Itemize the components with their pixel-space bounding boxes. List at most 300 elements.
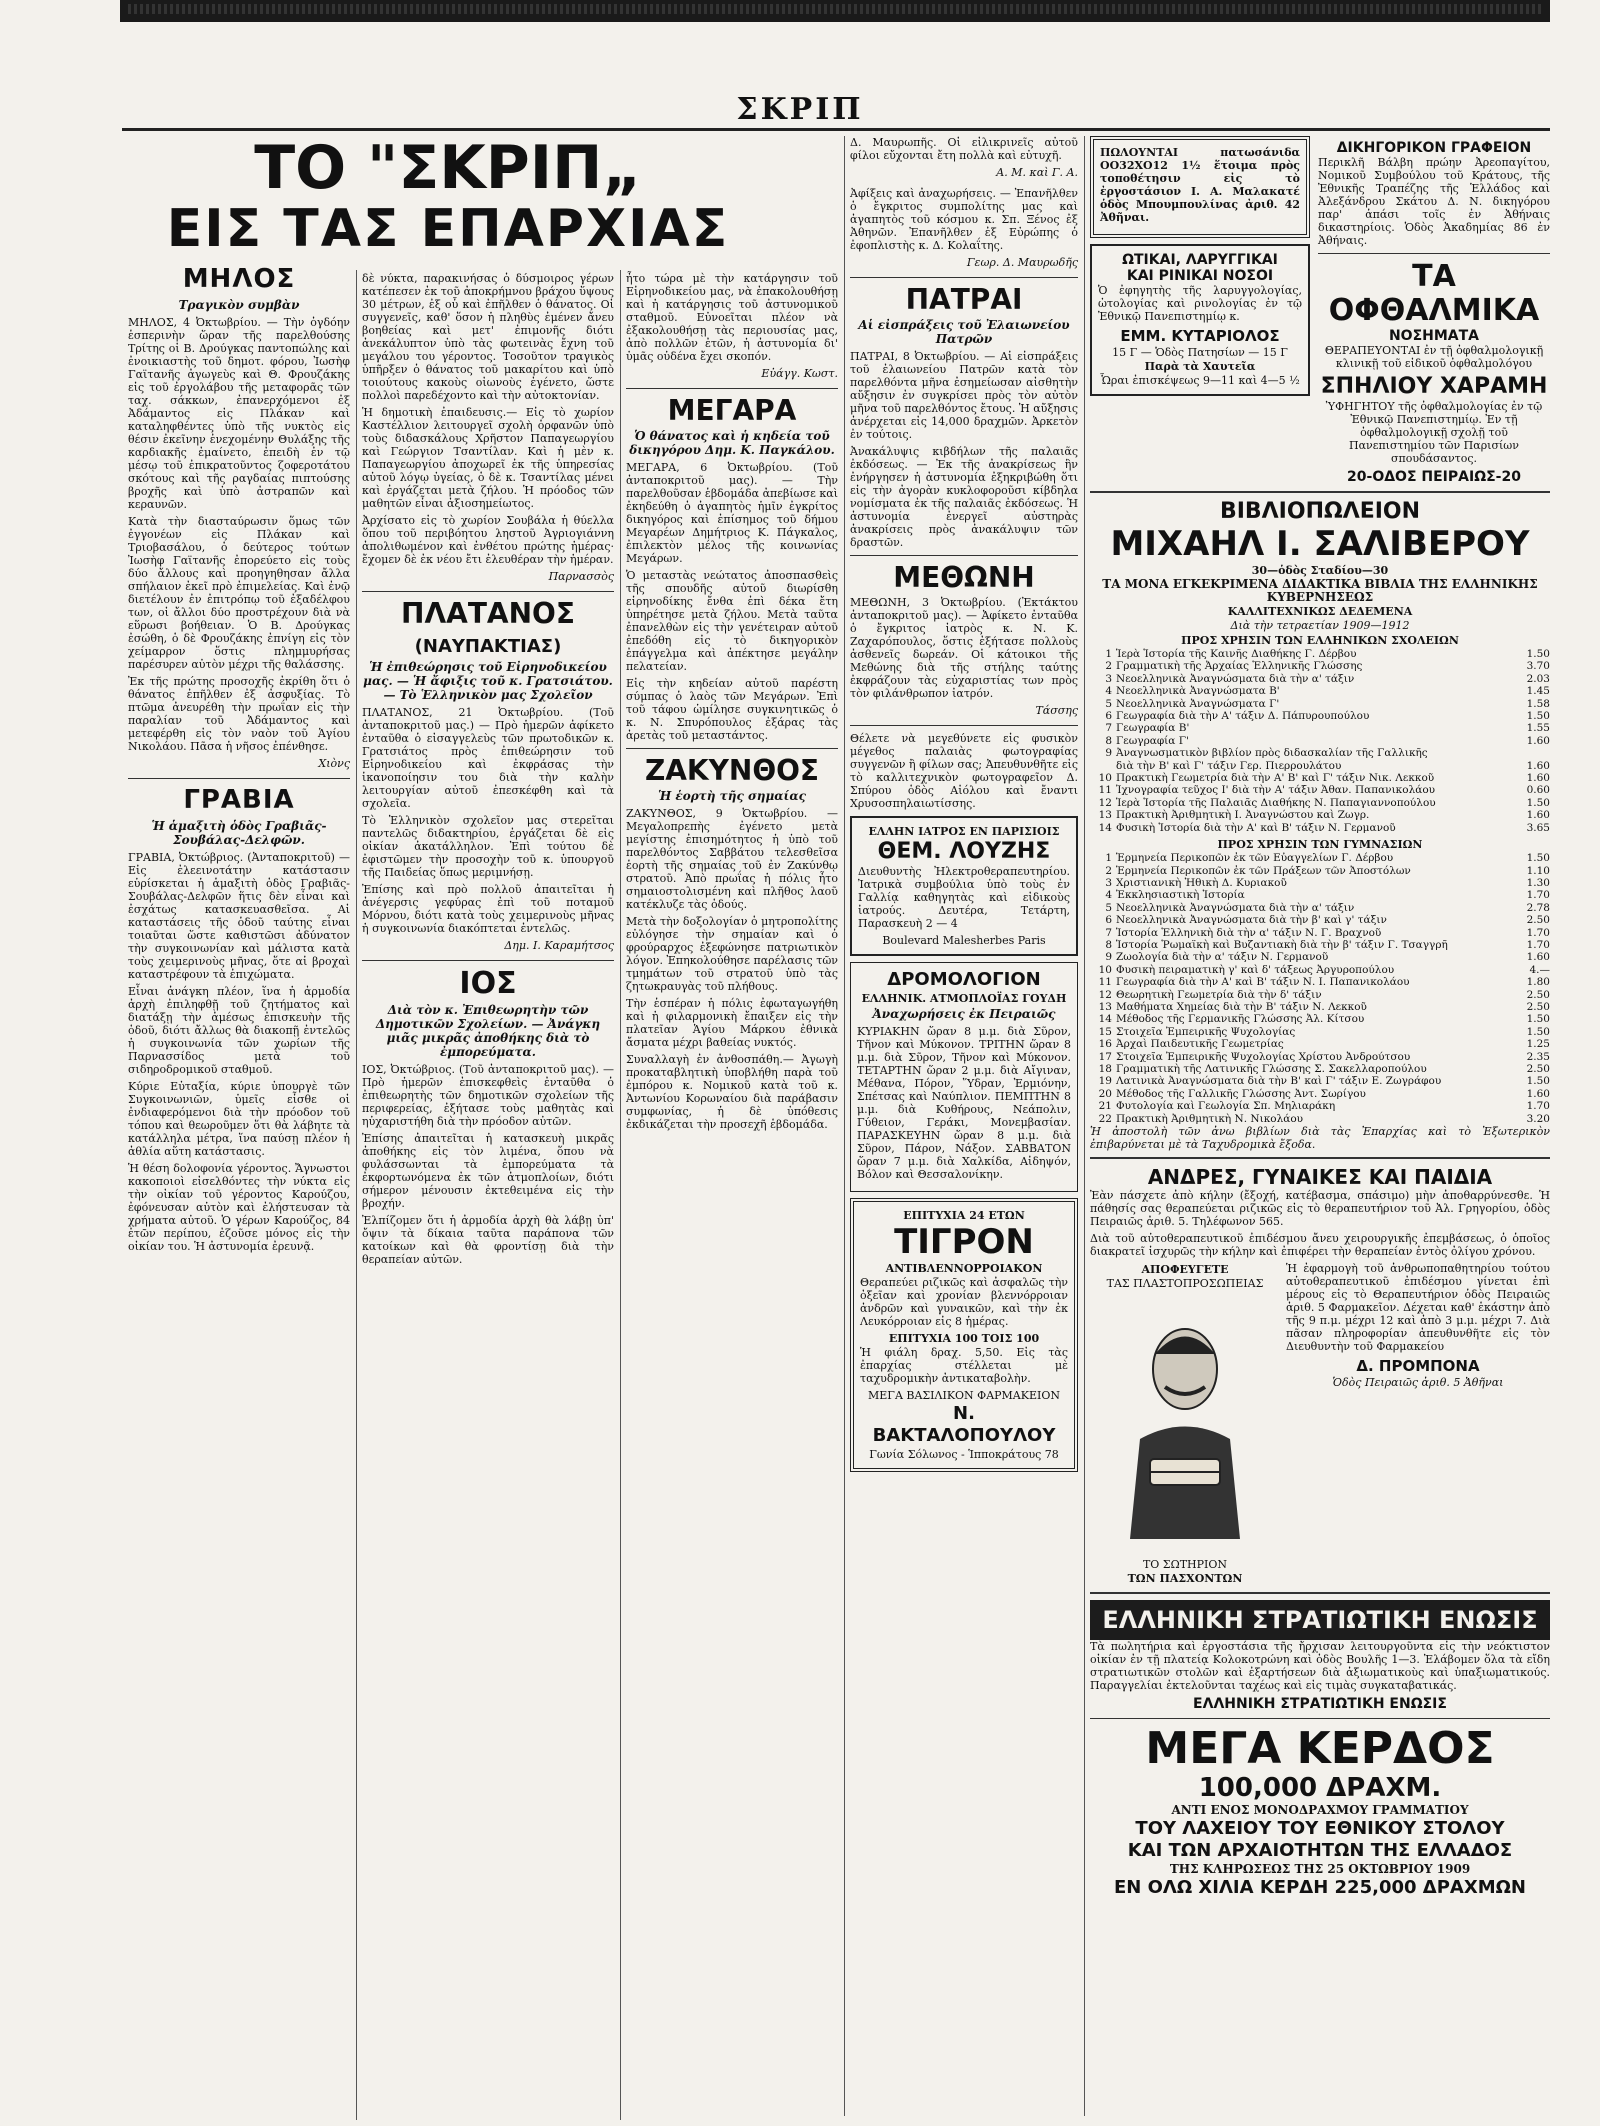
- book-list-item: [1090, 698, 1550, 710]
- divider: [626, 748, 838, 749]
- law-office-body: Περικλῆ Βάλβη πρώην Ἀρεοπαγίτου, Νομικοῦ Συμβούλου τοῦ Κράτους, τῆς Ἐθνικῆς Τραπέζης τῆς Ἑλλάδος καὶ Ἀλεξάνδρου Σκάτου Δ. Ν. δικηγόρου παρ' ἁπάσι τοῖς ἐν Ἀθήναις δικαστηρίοις. Ὁδὸς Ἀκαδημίας 86 ἐν Ἀθήναις.: [1318, 156, 1550, 247]
- louzis-ad-heading: ΕΛΛΗΝ ΙΑΤΡΟΣ ΕΝ ΠΑΡΙΣΙΟΙΣ: [868, 825, 1060, 838]
- tigron-ad-store-name: Ν. ΒΑΚΤΑΛΟΠΟΥΛΟΥ: [872, 1403, 1056, 1446]
- article-paragraph: Τὸ Ἑλληνικὸν σχολεῖον μας στερεῖται παντελῶς διδακτηρίου, ἐργάζεται δὲ εἰς οἰκίαν ἀκατάλληλον. Ἐπὶ τούτου δὲ ἐφιστῶμεν τὴν προσοχὴν τοῦ κ. ὑπουργοῦ τῆς Παιδείας ὅπως μεριμνήσῃ.: [362, 814, 614, 879]
- eye-clinic-title: ΤΑ ΟΦΘΑΛΜΙΚΑ: [1328, 259, 1540, 328]
- book-price: 2.78: [1526, 901, 1550, 914]
- article-paragraph: ΠΑΤΡΑΙ, 8 Ὀκτωβρίου. — Αἱ εἰσπράξεις τοῦ ἐλαιωνείου Πατρῶν κατὰ τὸν παρελθόντα μῆνα ἐσημείωσαν αἰσθητὴν αὔξησιν ἐν συγκρίσει πρὸς τὸν αὐτὸν μῆνα τοῦ παρελθόντος ἔτους. Ἡ αὔξησις ἀνέρχεται εἰς 14,000 δραχμῶν. Ἀρκετὸν ἐν τούτοις.: [850, 350, 1078, 441]
- ent-ad-title: ΩΤΙΚΑΙ, ΛΑΡΥΓΓΙΚΑΙ: [1122, 252, 1278, 268]
- hernia-ad-caption-2: ΤΑΣ ΠΛΑΣΤΟΠΡΟΣΩΠΕΙΑΣ: [1106, 1277, 1264, 1291]
- book-price: 1.55: [1526, 722, 1550, 735]
- book-price: 1.30: [1526, 876, 1550, 889]
- book-title: Ἀρχαὶ Παιδευτικῆς Γεωμετρίας: [1116, 1038, 1284, 1051]
- book-list-item: [1090, 989, 1550, 1001]
- eye-clinic-doctor: ΣΠΗΛΙΟΥ ΧΑΡΑΜΗ: [1320, 374, 1548, 399]
- book-number: 8: [1105, 938, 1112, 951]
- louzis-ad: [850, 816, 1078, 956]
- book-number: 4: [1105, 685, 1112, 698]
- section-subtitle-gravia: Ἡ ἁμαξιτὴ ὁδὸς Γραβιᾶς-Σουβάλας-Δελφῶν.: [151, 819, 327, 847]
- book-price: 2.35: [1526, 1050, 1550, 1063]
- book-list-item: [1090, 914, 1550, 926]
- book-title: Θεωρητικὴ Γεωμετρία διὰ τὴν δ' τάξιν: [1116, 988, 1322, 1001]
- section-subtitle-milos: Τραγικὸν συμβὰν: [178, 298, 300, 312]
- planks-ad-body: ΠΩΛΟΥΝΤΑΙ πατωσάνιδα ΟΟ32ΧΟ12 1½ ἕτοιμα πρὸς τοποθέτησιν εἰς τὸ ἐργοστάσιον Ι. Α. Μαλακατέ ὁδὸς Μπουμπουλίνας ἀριθ. 42 Ἀθῆναι.: [1100, 146, 1300, 224]
- book-number: 2: [1105, 864, 1112, 877]
- correspondent-signature: Γεωρ. Δ. Μαυρωδῆς: [966, 256, 1078, 269]
- army-union-title: ΕΛΛΗΝΙΚΗ ΣΤΡΑΤΙΩΤΙΚΗ ΕΝΩΣΙΣ: [1102, 1606, 1538, 1635]
- book-list-item: [1090, 1051, 1550, 1063]
- section-title-methoni: ΜΕΘΩΝΗ: [893, 561, 1035, 594]
- tigron-ad-address: Γωνία Σόλωνος - Ἱπποκράτους 78: [869, 1448, 1059, 1461]
- book-number: 10: [1098, 963, 1112, 976]
- book-number: 5: [1105, 901, 1112, 914]
- hernia-ad-right-body: Ἡ ἐφαρμογὴ τοῦ ἀνθρωποπαθητηρίου τούτου αὐτοθεραπευτικοῦ ἐπιδέσμου γίνεται ἐπὶ μέρους εἰς τὸ Θεραπευτήριον ὁδὸς Πειραιῶς ἀριθ. 5 Φαρμακεῖον. Δέχεται καθ' ἑκάστην ἀπὸ τῆς 9 π.μ. μέχρι 12 καὶ ἀπὸ 3 μ.μ. μέχρι 7. Διὰ πᾶσαν πληροφορίαν ἀπευθυνθῆτε εἰς τὸν Διευθυντὴν τοῦ Φαρμακείου: [1286, 1262, 1550, 1354]
- book-number: 4: [1105, 889, 1112, 902]
- ent-ad: [1090, 244, 1310, 396]
- headline-line-2: ΕΙΣ ΤΑΣ ΕΠΑΡΧΙΑΣ: [166, 199, 730, 259]
- ent-ad-hours: Ὧραι ἐπισκέψεως 9—11 καὶ 4—5 ½: [1100, 374, 1300, 387]
- hernia-ad-body-2: Διὰ τοῦ αὐτοθεραπευτικοῦ ἐπιδέσμου ἄνευ χειρουργικῆς ἐπεμβάσεως, ὁ ὁποῖος διακρατεῖ ἰσχυρῶς τὴν κήλην καὶ ἐπιφέρει τὴν θεραπείαν ἐντὸς ὀλίγου χρόνου.: [1090, 1232, 1550, 1259]
- bookstore-notice: ΤΑ ΜΟΝΑ ΕΓΚΕΚΡΙΜΕΝΑ ΔΙΔΑΚΤΙΚΑ ΒΙΒΛΙΑ ΤΗΣ ΕΛΛΗΝΙΚΗΣ ΚΥΒΕΡΝΗΣΕΩΣ: [1102, 577, 1538, 604]
- book-list-item: [1090, 760, 1550, 772]
- bookstore-footer: Ἡ ἀποστολὴ τῶν ἀνω βιβλίων διὰ τὰς Ἐπαρχίας καὶ τὸ Ἐξωτερικὸν ἐπιβαρύνεται μὲ τὰ Ταχυδρομικὰ ἔξοδα.: [1090, 1125, 1550, 1152]
- book-price: 1.50: [1526, 852, 1550, 865]
- article-paragraph: Δ. Μαυρωπῆς. Οἱ εἰλικρινεῖς αὐτοῦ φίλοι εὔχονται ἔτη πολλὰ καὶ εὐτυχῆ.: [850, 136, 1078, 162]
- article-paragraph: ΜΗΛΟΣ, 4 Ὀκτωβρίου. — Τὴν ὀγδόην ἑσπερινὴν ὥραν τῆς παρελθούσης Τρίτης οἱ Β. Δρούγκας παντοπώλης καὶ ἐνοικιαστὴς τοῦ δημοτ. φόρου, Ἰωσὴφ Γαϊτανῆς ἀγωγεὺς καὶ Θ. Φρουζάκης εἰς τοῦ ἐργολάβου τῆς μεταφορᾶς τῶν ταχ. σάκκων, ἐπανερχόμενοι ἐξ Ἀδάμαντος εἰς Πλάκαν καὶ καταληφθέντες ὑπὸ τῆς νυκτὸς εἰς θέσιν ἐκεῖνην ἐνεχομένην Θυλάξης τῆς καρδιακῆς ἐμαίνετο, ἐπειδὴ ἐν τῷ μέσῳ τοῦ ἐπικρατοῦντος ζοφεροτάτου σκότους καὶ τῆς ραγδαίας πιπτούσης βροχῆς καὶ ὑπὸ ἀστραπῶν καὶ κεραυνῶν.: [128, 316, 350, 511]
- timetable-company: ΕΛΛΗΝΙΚ. ΑΤΜΟΠΛΟΪΑΣ ΓΟΥΔΗ: [861, 992, 1067, 1005]
- book-list-item: [1090, 1100, 1550, 1112]
- hernia-ad-body: Ἐὰν πάσχετε ἀπὸ κήλην (ἔξοχή, κατέβασμα, σπάσιμο) μὴν ἀποθαρρύνεσθε. Ἡ πάθησίς σας θεραπεύεται ριζικῶς εἰς τὸ θεραπευτήριον τοῦ Ἀλ. Γρηγορίου, ὁδὸς Πειραιῶς ἀριθ. 5. Τηλέφωνον 565.: [1090, 1189, 1550, 1229]
- book-price: 1.60: [1526, 772, 1550, 785]
- ent-ad-address-2: Παρὰ τὰ Χαυτεῖα: [1144, 360, 1256, 373]
- photo-studio-ad: Θέλετε νὰ μεγεθύνετε εἰς φυσικὸν μέγεθος παλαιὰς φωτογραφίας συγγενῶν ἢ φίλων σας; Ἀπευθυνθῆτε εἰς τὸ καλλιτεχνικὸν φωτογραφεῖον Δ. Σπύρου ὁδὸς Αἰόλου καὶ ἔναντι Χρυσοσπηλαιωτίσσης.: [850, 732, 1078, 810]
- correspondent-signature: Τάσσης: [1035, 704, 1078, 717]
- book-number: 8: [1105, 734, 1112, 747]
- timetable-ad: [850, 962, 1078, 1192]
- book-price: 1.60: [1526, 809, 1550, 822]
- book-price: 3.70: [1526, 660, 1550, 673]
- book-title: Μέθοδος τῆς Γερμανικῆς Γλώσσης Ἀλ. Κίτσου: [1116, 1013, 1365, 1026]
- hernia-ad-signature: Δ. ΠΡΟΜΠΟΝΑ: [1356, 1357, 1480, 1376]
- section-subtitle-patrai: Αἱ εἰσπράξεις τοῦ Ἐλαιωνείου Πατρῶν: [858, 318, 1070, 346]
- book-price: 4.—: [1529, 963, 1550, 976]
- book-price: 1.70: [1526, 889, 1550, 902]
- tigron-ad-store: ΜΕΓΑ ΒΑΣΙΛΙΚΟΝ ΦΑΡΜΑΚΕΙΟΝ: [868, 1389, 1060, 1402]
- book-list-item: [1090, 976, 1550, 988]
- law-office-title: ΔΙΚΗΓΟΡΙΚΟΝ ΓΡΑΦΕΙΟΝ: [1336, 140, 1532, 156]
- book-number: 1: [1105, 648, 1112, 660]
- book-number: 12: [1098, 988, 1112, 1001]
- book-list-item: [1090, 1013, 1550, 1025]
- book-list-item: [1090, 1001, 1550, 1013]
- article-paragraph: ΓΡΑΒΙΑ, Ὀκτώβριος. (Ἀνταποκριτοῦ) —Εἰς ἐλεεινοτάτην κατάστασιν εὑρίσκεται ἡ ἁμαξιτὴ ὁδὸς Γραβιᾶς-Σουβάλας-Δελφῶν ἥτις δὲν εἶναι καὶ ἐσχάτως κατασκευασθεῖσα. Αἱ καταστάσεις τῆς ὁδοῦ ταύτης εἶναι τοιαῦται ὥστε καθιστῶσι ἀδύνατον τὴν συγκοινωνίαν καὶ μάλιστα κατὰ τοὺς χειμερινοὺς μῆνας, ὅτε αἱ βροχαὶ καταστρέφουν τὰ ἐπιχώματα.: [128, 851, 350, 981]
- book-number: 22: [1098, 1112, 1112, 1125]
- book-list-item: [1090, 747, 1550, 759]
- book-price: 1.80: [1526, 976, 1550, 989]
- divider: [1090, 1157, 1550, 1159]
- hernia-ad-left: [1090, 1262, 1280, 1586]
- book-number: 18: [1098, 1063, 1112, 1075]
- article-paragraph: Ἐπίσης καὶ πρὸ πολλοῦ ἀπαιτεῖται ἡ ἀνέγερσις γεφύρας ἐπὶ τοῦ ποταμοῦ Μόρνου, διότι κατὰ τοὺς χειμερινοὺς μῆνας ἡ συγκοινωνία διακόπτεται ἐντελῶς.: [362, 883, 614, 935]
- book-number: 3: [1105, 672, 1112, 685]
- timetable-subtitle: Ἀναχωρήσεις ἐκ Πειραιῶς: [872, 1007, 1056, 1021]
- tigron-ad-top: ΕΠΙΤΥΧΙΑ 24 ΕΤΩΝ: [903, 1209, 1025, 1222]
- book-list-item: [1090, 735, 1550, 747]
- book-list-item: [1090, 797, 1550, 809]
- section-region-platanos: (ΝΑΥΠΑΚΤΙΑΣ): [414, 636, 562, 657]
- book-number: 16: [1098, 1038, 1112, 1051]
- book-number: 10: [1098, 772, 1112, 785]
- louzis-ad-name: ΘΕΜ. ΛΟΥΖΗΣ: [877, 839, 1051, 864]
- eye-clinic-body: ΘΕΡΑΠΕΥΟΝΤΑΙ ἐν τῇ ὀφθαλμολογικῇ κλινικῇ τοῦ εἰδικοῦ ὀφθαλμολόγου: [1324, 344, 1544, 370]
- hernia-ad-title: ΑΝΔΡΕΣ, ΓΥΝΑΙΚΕΣ ΚΑΙ ΠΑΙΔΙΑ: [1147, 1165, 1493, 1190]
- book-list-schools: [1090, 648, 1550, 834]
- correspondent-signature: Δημ. Ι. Καραμήτσος: [504, 939, 614, 952]
- book-price: 1.50: [1526, 648, 1550, 660]
- book-number: 3: [1105, 876, 1112, 889]
- article-paragraph: ΠΛΑΤΑΝΟΣ, 21 Ὀκτωβρίου. (Τοῦ ἀνταποκριτοῦ μας.) — Πρὸ ἡμερῶν ἀφίκετο ἐνταῦθα ὁ εἰσαγγελεὺς τῶν πρωτοδικῶν κ. Γρατσιάτος πρὸς ἐπιθεώρησιν τοῦ Εἰρηνοδικείου καὶ ἐκφράσας τὴν ἱκανοποίησιν του διὰ τὴν καλὴν λειτουργίαν αὐτοῦ ἐπεσκέφθη καὶ τὰ σχολεῖα.: [362, 706, 614, 810]
- book-title: Φυσικὴ Ἱστορία διὰ τὴν Α' καὶ Β' τάξιν Ν. Γερμανοῦ: [1116, 821, 1396, 834]
- book-list-item: [1090, 1026, 1550, 1038]
- book-title: Νεοελληνικὰ Ἀναγνώσματα Γ': [1116, 697, 1280, 710]
- ent-ad-address: 15 Γ — Ὁδὸς Πατησίων — 15 Γ: [1112, 346, 1288, 359]
- book-price: 1.70: [1526, 1100, 1550, 1113]
- top-right-ads: [1318, 136, 1550, 485]
- correspondent-signature: Χιὸνς: [318, 757, 350, 770]
- book-price: 1.60: [1526, 951, 1550, 964]
- book-title: Πρακτικὴ Ἀριθμητικὴ Ν. Νικολάου: [1116, 1112, 1304, 1125]
- divider: [1090, 1718, 1550, 1719]
- book-number: 17: [1098, 1050, 1112, 1063]
- book-number: 20: [1098, 1087, 1112, 1100]
- article-paragraph: ἦτο τώρα μὲ τὴν κατάργησιν τοῦ Εἰρηνοδικείου μας, νὰ ἐπακολουθήσῃ καὶ ἡ κατάργησις τοῦ ἀστυνομικοῦ σταθμοῦ. Εὐνοεῖται πλέον νὰ ἐξακολουθήσῃ τὰς περιουσίας μας, ἀπὸ πολλῶν ἐτῶν, ἡ ἀστυνομία δι' ὑμᾶς οὐδένα ἔχει σκοπόν.: [626, 272, 838, 363]
- scan-top-border-texture: [128, 4, 1542, 14]
- lottery-line: ΑΝΤΙ ΕΝΟΣ ΜΟΝΟΔΡΑΧΜΟΥ ΓΡΑΜΜΑΤΙΟΥ: [1171, 1803, 1469, 1818]
- book-list-item: [1090, 889, 1550, 901]
- book-price: 2.50: [1526, 988, 1550, 1001]
- section-subtitle-platanos: Ἡ ἐπιθεώρησις τοῦ Εἰρηνοδικείου μας. — Ἡ ἄφιξις τοῦ κ. Γρατσιάτου. — Τὸ Ἑλληνικὸν μας Σχολεῖον: [363, 660, 613, 702]
- correspondent-signature: Παρνασσὸς: [548, 570, 614, 583]
- book-price: 2.50: [1526, 1063, 1550, 1075]
- book-price: 1.58: [1526, 697, 1550, 710]
- section-title-milos: ΜΗΛΟΣ: [182, 264, 296, 294]
- masthead-rule: [122, 128, 1550, 131]
- ent-ad-name: ΕΜΜ. ΚΥΤΑΡΙΟΛΟΣ: [1120, 327, 1280, 345]
- section-subtitle-ios: Διὰ τὸν κ. Ἐπιθεωρητὴν τῶν Δημοτικῶν Σχολείων. — Ἀνάγκη μιᾶς μικρᾶς ἀποθήκης διὰ τὸ ἐμπορεύματα.: [375, 1003, 601, 1059]
- book-number: 13: [1098, 1000, 1112, 1013]
- section-title-patrai: ΠΑΤΡΑΙ: [905, 283, 1023, 316]
- divider: [1090, 491, 1550, 493]
- book-title: Ἱστορία Ῥωμαϊκὴ καὶ Βυζαντιακὴ διὰ τὴν β' τάξιν Γ. Τσαγγρῆ: [1116, 938, 1448, 951]
- eye-clinic-address: 20-ΟΔΟΣ ΠΕΙΡΑΙΩΣ-20: [1347, 469, 1521, 485]
- book-price: 1.25: [1526, 1038, 1550, 1051]
- book-title: Νεοελληνικὰ Ἀναγνώσματα Β': [1116, 685, 1280, 698]
- eye-clinic-body-2: ὙΦΗΓΗΤΟΥ τῆς ὀφθαλμολογίας ἐν τῷ Ἐθνικῷ Πανεπιστημίῳ. Ἐν τῇ ὀφθαλμολογικῇ σχολῇ τοῦ Πανεπιστημίου τῶν Παρισίων σπουδάσαντος.: [1325, 400, 1543, 465]
- book-title: Γεωγραφία Β': [1116, 722, 1190, 735]
- column-divider: [356, 270, 357, 2120]
- article-paragraph: Ἐπίσης ἀπαιτεῖται ἡ κατασκευὴ μικρᾶς ἀποθήκης εἰς τὸν λιμένα, ὅπου νὰ φυλάσσωνται τὰ ἐμπορεύματα τὰ ἐκφορτωνόμενα ἐκ τῶν ἀτμοπλοίων, διότι σήμερον μένουσιν ἐκτεθειμένα εἰς τὴν βροχήν.: [362, 1132, 614, 1210]
- book-title: Φυσικὴ πειραματικὴ γ' καὶ δ' τάξεως Ἀργυροπούλου: [1116, 963, 1395, 976]
- book-number: 9: [1105, 747, 1112, 760]
- section-title-gravia: ΓΡΑΒΙΑ: [183, 785, 295, 815]
- book-title: Στοιχεῖα Ἐμπειρικῆς Ψυχολογίας: [1116, 1025, 1296, 1038]
- section-subtitle-megara: Ὁ θάνατος καὶ ἡ κηδεία τοῦ δικηγόρου Δημ. Κ. Παγκάλου.: [629, 429, 835, 457]
- book-number: 14: [1098, 821, 1112, 834]
- book-number: [1090, 760, 1116, 772]
- timetable-body: ΚΥΡΙΑΚΗΝ ὥραν 8 μ.μ. διὰ Σῦρον, Τῆνον καὶ Μύκονον. ΤΡΙΤΗΝ ὥραν 8 μ.μ. διὰ Σῦρον, Τῆνον καὶ Μύκονον. ΤΕΤΑΡΤΗΝ ὥραν 2 μ.μ. διὰ Αἴγιναν, Μέθανα, Πόρον, Ὕδραν, Ἑρμιόνην, Σπέτσας καὶ Ναύπλιον. ΠΕΜΠΤΗΝ 8 μ.μ. διὰ Κυθήρους, Νεάπολιν, Γύθειον, Γεράκι, Μονεμβασίαν. ΠΑΡΑΣΚΕΥΗΝ ὥραν 8 μ.μ. διὰ Σῦρον, Πάρον, Νάξον. ΣΑΒΒΑΤΟΝ ὥραν 7 μ.μ. διὰ Χαλκίδα, Αἰδηψόν, Βόλον καὶ Θεσσαλονίκην.: [857, 1025, 1071, 1181]
- section-subtitle-zakynthos: Ἡ ἑορτὴ τῆς σημαίας: [658, 789, 806, 803]
- book-price: 0.60: [1526, 784, 1550, 797]
- book-price: 1.10: [1526, 864, 1550, 877]
- book-number: 5: [1105, 697, 1112, 710]
- article-paragraph: Εἶναι ἀνάγκη πλέον, ἵνα ἡ ἀρμοδία ἀρχὴ ἐπιληφθῇ τοῦ ζητήματος καὶ διατάξῃ τὴν ἀμέσως ἐπισκευὴν τῆς ὁδοῦ, διότι ἄλλως θὰ διακοπῇ ἐντελῶς ἡ συγκοινωνία τῶν χωρίων τῆς Παρνασσίδος μετὰ τοῦ σιδηροδρομικοῦ σταθμοῦ.: [128, 985, 350, 1076]
- divider: [362, 960, 614, 961]
- eye-clinic-title-2: ΝΟΣΗΜΑΤΑ: [1388, 328, 1480, 344]
- section-title-ios: ΙΟΣ: [459, 966, 517, 1001]
- column-divider: [620, 270, 621, 2120]
- lottery-line: ΤΟΥ ΛΑΧΕΙΟΥ ΤΟΥ ΕΘΝΙΚΟΥ ΣΤΟΛΟΥ: [1135, 1818, 1505, 1840]
- lottery-title: ΜΕΓΑ ΚΕΡΔΟΣ: [1145, 1723, 1495, 1775]
- headline-line-1: ΤΟ "ΣΚΡΙΠ„: [254, 133, 642, 203]
- tigron-ad-price: Ἡ φιάλη δραχ. 5,50. Εἰς τὰς ἐπαρχίας στέλλεται μὲ ταχυδρομικὴν ἀντικαταβολὴν.: [860, 1346, 1068, 1385]
- book-title: Ἱερὰ Ἱστορία τῆς Παλαιᾶς Διαθήκης Ν. Παπαγιαννοπούλου: [1116, 796, 1436, 809]
- top-ads-row: [1090, 136, 1550, 485]
- book-title: διὰ τὴν Β' καὶ Γ' τάξιν Γερ. Πιερρουλάτου: [1116, 759, 1342, 772]
- army-union-footer: ΕΛΛΗΝΙΚΗ ΣΤΡΑΤΙΩΤΙΚΗ ΕΝΩΣΙΣ: [1193, 1696, 1447, 1713]
- book-title: Λατινικὰ Ἀναγνώσματα διὰ τὴν Β' καὶ Γ' τάξιν Ε. Ζωγράφου: [1116, 1075, 1442, 1088]
- lottery-line: ΚΑΙ ΤΩΝ ΑΡΧΑΙΟΤΗΤΩΝ ΤΗΣ ΕΛΛΑΔΟΣ: [1127, 1840, 1513, 1862]
- hernia-ad-caption-4: ΤΩΝ ΠΑΣΧΟΝΤΩΝ: [1127, 1572, 1243, 1586]
- hernia-ad-caption: ΑΠΟΦΕΥΓΕΤΕ: [1141, 1263, 1229, 1277]
- book-list-item: [1090, 964, 1550, 976]
- divider: [128, 778, 350, 779]
- section-title-zakynthos: ΖΑΚΥΝΘΟΣ: [644, 754, 820, 787]
- book-list-item: [1090, 1088, 1550, 1100]
- portrait-illustration-icon: [1110, 1294, 1260, 1554]
- article-paragraph: Μετὰ τὴν δοξολογίαν ὁ μητροπολίτης εὐλόγησε τὴν σημαίαν καὶ ὁ φρούραρχος ἐξεφώνησε πατριωτικὸν λόγον. Ἐπηκολούθησε παρέλασις τῶν τμημάτων τοῦ στρατοῦ ὑπὸ τὰς ζητωκραυγὰς τοῦ πλήθους.: [626, 915, 838, 993]
- divider: [1318, 253, 1550, 254]
- column-4: [850, 136, 1078, 2116]
- book-number: 9: [1105, 951, 1112, 964]
- book-list-item: [1090, 877, 1550, 889]
- correspondent-signature: Α. Μ. καὶ Γ. Α.: [996, 166, 1078, 179]
- hernia-ad-caption-3: ΤΟ ΣΩΤΗΡΙΟΝ: [1142, 1558, 1228, 1572]
- book-number: 15: [1098, 1025, 1112, 1038]
- divider: [362, 591, 614, 592]
- article-paragraph: δὲ νύκτα, παρακινήσας ὁ δύσμοιρος γέρων κατέπεσεν ἐκ τοῦ ἀποκρήμνου βράχου ὕψους 30 μέτρων, ἐξ οὗ καὶ ἐπῆλθεν ὁ θάνατος. Οἱ συγγενεῖς, καθ' ὅσον ἡ πληθὺς ἐμένεν ἄνευ βοηθείας καὶ μετ' ἐπιμονῆς διότι ἀνεκάλυπτον ὑπὸ τὰς φωτεινὰς ἔχνη τοῦ μεγάλου του γέροντος. Τοσοῦτον τραγικὸς ὑπῆρξεν ὁ θάνατος τοῦ μακαρίτου καὶ ὑπὸ τοιούτους κακοὺς οἰωνοὺς ἐγένετο, ὥστε πολλοὶ παρεδέχοντο καὶ τὴν αὐτοκτονίαν.: [362, 272, 614, 402]
- book-title: Χριστιανικὴ Ἠθικὴ Δ. Κυριακοῦ: [1116, 876, 1287, 889]
- lottery-line: ΕΝ ΟΛΩ ΧΙΛΙΑ ΚΕΡΔΗ 225,000 ΔΡΑΧΜΩΝ: [1114, 1877, 1526, 1899]
- book-list-item: [1090, 660, 1550, 672]
- article-paragraph: Συναλλαγὴ ἐν ἀνθοσπάθη.— Ἀγωγὴ προκαταβλητικὴ ὑποβλήθη παρὰ τοῦ ἐμπόρου κ. Νομικοῦ κατὰ τοῦ κ. Ἀντωνίου Κορωναίου διὰ παράβασιν συμφωνίας, ἡ δὲ ὑπόθεσις ἐκδικάζεται τὴν προσεχῆ ἑβδομάδα.: [626, 1053, 838, 1131]
- hernia-ad-right: [1286, 1262, 1550, 1586]
- book-title: Γεωγραφία διὰ τὴν Α' τάξιν Δ. Πάπυρουπούλου: [1116, 710, 1370, 723]
- book-list-item: [1090, 772, 1550, 784]
- book-section-title: ΠΡΟΣ ΧΡΗΣΙΝ ΤΩΝ ΕΛΛΗΝΙΚΩΝ ΣΧΟΛΕΙΩΝ: [1181, 634, 1459, 647]
- book-title: Ἑρμηνεία Περικοπῶν ἐκ τῶν Πράξεων τῶν Ἀποστόλων: [1116, 864, 1411, 877]
- article-paragraph: Ἀρχίσατο εἰς τὸ χωρίον Σουβάλα ἡ θύελλα ὅπου τοῦ περιβόητου ληστοῦ Ἀγριογιάννη ἀπολιθωμένον καὶ ἐνθέτου πρώτης ἡμέρας· ἔχομεν δὲ ἐκ νέου ἔτι ἐλευθέραν τὴν ἡμέραν.: [362, 514, 614, 566]
- book-list-item: [1090, 685, 1550, 697]
- book-price: 1.50: [1526, 1075, 1550, 1088]
- divider: [1090, 1592, 1550, 1594]
- book-number: 6: [1105, 914, 1112, 927]
- article-paragraph: Τὴν ἑσπέραν ἡ πόλις ἐφωταγωγήθη καὶ ἡ φιλαρμονικὴ ἔπαιξεν εἰς τὴν πλατεῖαν Ἁγίου Μάρκου ἐθνικὰ ἄσματα μέχρι βαθείας νυκτός.: [626, 997, 838, 1049]
- bookstore-heading: ΒΙΒΛΙΟΠΩΛΕΙΟΝ: [1219, 499, 1421, 524]
- book-price: 2.50: [1526, 914, 1550, 927]
- book-number: 19: [1098, 1075, 1112, 1088]
- article-paragraph: Κατὰ τὴν διασταύρωσιν ὅμως τῶν ἐγγονέων εἰς Πλάκαν καὶ Τριοβασάλου, ὁ δεύτερος τούτων Ἰωσὴφ Γαϊτανῆς ἐπορεύετο εἰς τοὺς δύο ἄλλους καὶ προηγηθησαν ἄλλα σπήλαιον ἐκεῖ πρὸ ἐπιμελείας. Καὶ ἐνῷ διετέλουν ἐν ἐπιτρόπῳ τοῦ ἐξαδέλφου των, οἱ ἄλλοι δύο προστρέχουν διὰ νὰ εὕρωσι βοήθειαν. Ὁ Β. Δρούγκας ἐσώθη, ὁ δὲ Φρουζάκης ἐπνίγη εἰς τὸν χείμαρρον ὅστις πλημμυρήσας παρέσυρεν αὐτὸν μέχρι τῆς θαλάσσης.: [128, 515, 350, 671]
- book-title: Γραμματικὴ τῆς Ἀρχαίας Ἑλληνικῆς Γλώσσης: [1116, 660, 1363, 673]
- book-title: Γεωγραφία Γ': [1116, 734, 1189, 747]
- section-title-megara: ΜΕΓΑΡΑ: [667, 394, 797, 427]
- book-list-item: [1090, 809, 1550, 821]
- book-list-item: [1090, 1038, 1550, 1050]
- book-title: Ἰχνογραφία τεῦχος Ι' διὰ τὴν Α' τάξιν Ἀθαν. Παπανικολάου: [1116, 784, 1436, 797]
- ent-ad-body: Ὁ ἐφηγητὴς τῆς λαρυγγολογίας, ὠτολογίας καὶ ρινολογίας ἐν τῷ Ἐθνικῷ Πανεπιστημίῳ κ.: [1098, 284, 1302, 323]
- book-title: Μαθήματα Χημείας διὰ τὴν Β' τάξιν Ν. Λεκκοῦ: [1116, 1000, 1367, 1013]
- book-list-item: [1090, 1063, 1550, 1075]
- article-paragraph: Ἀνακάλυψις κιβδήλων τῆς παλαιᾶς ἐκδόσεως. — Ἐκ τῆς ἀνακρίσεως ἣν ἐνήργησεν ἡ ἀστυνομία ἐξηκριβώθη ὅτι εἰς τὴν ἀγορὰν κυκλοφοροῦσι κίβδηλα νομίσματα ἐκ τῆς παλαιᾶς ἐκδόσεως. Ἡ ἀστυνομία ἐνεργεῖ αὐστηρὰς ἀνακρίσεις πρὸς ἀνακάλυψιν τῶν δραστῶν.: [850, 445, 1078, 549]
- louzis-ad-address: Boulevard Malesherbes Paris: [882, 934, 1046, 947]
- article-paragraph: ΙΟΣ, Ὀκτώβριος. (Τοῦ ἀνταποκριτοῦ μας). — Πρὸ ἡμερῶν ἐπισκεφθεὶς ἐνταῦθα ὁ ἐπιθεωρητὴς τῶν δημοτικῶν σχολείων τῆς περιφερείας, ἐξήτασε τοὺς μαθητὰς καὶ ηὐχαριστήθη διὰ τὴν πρόοδον αὐτῶν.: [362, 1063, 614, 1128]
- bookstore-period: Διὰ τὴν τετραετίαν 1909—1912: [1230, 619, 1410, 632]
- tigron-ad-title: ΤΙΓΡΟΝ: [894, 1222, 1034, 1262]
- divider: [850, 277, 1078, 278]
- book-price: [1496, 747, 1550, 759]
- article-paragraph: ΖΑΚΥΝΘΟΣ, 9 Ὀκτωβρίου. — Μεγαλοπρεπὴς ἐγένετο μετὰ μεγίστης ἐπισημότητος ἡ ὑπὸ τοῦ παρελθόντος Σαββάτου τελεσθεῖσα ἑορτὴ τῆς σημαίας τοῦ ἐν Ζακύνθῳ στρατοῦ. Ἀπὸ πρωΐας ἡ πόλις ἦτο σημαιοστολισμένη καὶ πλῆθος λαοῦ κατέκλυζε τὰς ὁδούς.: [626, 807, 838, 911]
- book-title: Νεοελληνικὰ Ἀναγνώσματα διὰ τὴν α' τάξιν: [1116, 672, 1355, 685]
- lottery-line: ΤΗΣ ΚΛΗΡΩΣΕΩΣ ΤΗΣ 25 ΟΚΤΩΒΡΙΟΥ 1909: [1169, 1862, 1471, 1877]
- book-title: Φυτολογία καὶ Γεωλογία Σπ. Μηλιαράκη: [1116, 1100, 1336, 1113]
- book-title: Ἑρμηνεία Περικοπῶν ἐκ τῶν Εὐαγγελίων Γ. Δέρβου: [1116, 852, 1394, 865]
- book-list-item: [1090, 852, 1550, 864]
- column-divider: [844, 136, 845, 2116]
- book-price: 1.60: [1526, 734, 1550, 747]
- front-headline: [128, 133, 768, 259]
- army-union-body: Τὰ πωλητήρια καὶ ἐργοστάσια τῆς ἤρχισαν λειτουργοῦντα εἰς τὴν νεόκτιστον οἰκίαν ἐν τῇ πλατείᾳ Κολοκοτρώνη καὶ ὁδὸς Βουλῆς 1—3. Ἐλάβομεν ὅλα τὰ εἴδη στρατιωτικῶν στολῶν καὶ ἐξαρτήσεων διὰ ἀξιωματικοὺς καὶ ὑπαξιωματικούς. Παραγγελίαι ἐκτελοῦνται ταχέως καὶ εἰς τιμὰς συγκαταβατικάς.: [1090, 1640, 1550, 1693]
- article-paragraph: Ἡ δημοτικὴ ἐπαιδευσις.— Εἰς τὸ χωρίον Καστέλλιον λειτουργεῖ σχολὴ ὁρφανῶν ὑπὸ τοὺς διδασκάλους Χρῆστον Παπαγεωργίου καὶ Γεώργιον Τσαντίλαν. Καὶ ἡ μὲν κ. Παπαγεωργίου ἀποχωρεῖ ἐκ τῆς ὑπηρεσίας αὐτοῦ λόγῳ ὑγείας, ὁ δὲ κ. Τσαντίλας μένει καὶ ἐργάζεται μετὰ ζήλου. Ἡ πρόοδος τῶν μαθητῶν εἶναι ἀξιοσημείωτος.: [362, 406, 614, 510]
- timetable-title: ΔΡΟΜΟΛΟΓΙΟΝ: [887, 969, 1041, 990]
- book-number: 11: [1098, 784, 1112, 797]
- book-title: Ἱερὰ Ἱστορία τῆς Καινῆς Διαθήκης Γ. Δέρβου: [1116, 648, 1357, 660]
- bookstore-name: ΜΙΧΑΗΛ Ι. ΣΑΛΙΒΕΡΟΥ: [1110, 524, 1530, 564]
- book-price: 1.50: [1526, 1025, 1550, 1038]
- book-number: 21: [1098, 1100, 1112, 1113]
- book-price: 3.65: [1526, 821, 1550, 834]
- book-title: Πρακτικὴ Γεωμετρία διὰ τὴν Α' Β' καὶ Γ' τάξιν Νικ. Λεκκοῦ: [1116, 772, 1435, 785]
- book-title: Στοιχεῖα Ἐμπειρικῆς Ψυχολογίας Χρίστου Ἀνδρούτσου: [1116, 1050, 1411, 1063]
- book-price: 1.60: [1526, 1087, 1550, 1100]
- column-2: [362, 272, 614, 2116]
- book-number: 13: [1098, 809, 1112, 822]
- book-list-item: [1090, 673, 1550, 685]
- book-list-item: [1090, 927, 1550, 939]
- book-price: 1.70: [1526, 926, 1550, 939]
- lottery-amount: 100,000 ΔΡΑΧΜ.: [1198, 1773, 1442, 1804]
- article-paragraph: Ἐλπίζομεν ὅτι ἡ ἀρμοδία ἀρχὴ θὰ λάβῃ ὑπ' ὄψιν τὰ δίκαια ταῦτα παράπονα τῶν κατοίκων καὶ θὰ φροντίσῃ διὰ τὴν θεραπείαν αὐτῶν.: [362, 1214, 614, 1266]
- book-title: Ἀναγνωσματικὸν βιβλίον πρὸς διδασκαλίαν τῆς Γαλλικῆς: [1116, 747, 1428, 760]
- book-list-item: [1090, 710, 1550, 722]
- article-paragraph: Κύριε Εὐταξία, κύριε ὑπουργὲ τῶν Συγκοινωνιῶν, ὑμεῖς εἶσθε οἱ ἐνδιαφερόμενοι διὰ τὴν πρόοδον τοῦ τόπου καὶ θεωροῦμεν ὅτι θὰ λάβητε τὰ κατάλληλα μέτρα, ἵνα παύσῃ πλέον ἡ ἀθλία αὕτη κατάστασις.: [128, 1080, 350, 1158]
- book-title: Νεοελληνικὰ Ἀναγνώσματα διὰ τὴν β' καὶ γ' τάξιν: [1116, 914, 1387, 927]
- scan-top-border: [120, 0, 1550, 22]
- section-title-platanos: ΠΛΑΤΑΝΟΣ: [401, 597, 575, 630]
- book-title: Ἱστορία Ἑλληνικὴ διὰ τὴν α' τάξιν Ν. Γ. Βραχνοῦ: [1116, 926, 1382, 939]
- book-number: 11: [1098, 976, 1112, 989]
- book-list-gymnasia: [1090, 852, 1550, 1125]
- book-title: Γεωγραφία διὰ τὴν Α' καὶ Β' τάξιν Ν. Ι. Παπανικολάου: [1116, 976, 1410, 989]
- column-divider: [1084, 136, 1085, 2116]
- tigron-ad-subtitle: ΑΝΤΙΒΛΕΝΝΟΡΡΟΙΑΚΟΝ: [885, 1262, 1043, 1275]
- book-section-title: ΠΡΟΣ ΧΡΗΣΙΝ ΤΩΝ ΓΥΜΝΑΣΙΩΝ: [1217, 838, 1423, 852]
- book-list-item: [1090, 784, 1550, 796]
- correspondent-signature: Εὐάγγ. Κωστ.: [761, 367, 838, 380]
- book-number: 1: [1105, 852, 1112, 865]
- book-title: Ἐκκλησιαστικὴ Ἱστορία: [1116, 889, 1245, 902]
- column-3: [626, 272, 838, 2116]
- article-paragraph: Ἀφίξεις καὶ ἀναχωρήσεις. — Ἐπανῆλθεν ὁ ἔγκριτος συμπολίτης μας καὶ ἀγαπητὸς τοῦ κόσμου κ. Σπ. Ξένος ἐξ Ἀθηνῶν. Ἐπανῆλθεν ἐξ Εὐρώπης ὁ ἐφοπλιστὴς κ. Δ. Κολαΐτης.: [850, 187, 1078, 252]
- masthead: ΣΚΡΙΠ: [736, 92, 864, 127]
- tigron-ad-success: ΕΠΙΤΥΧΙΑ 100 ΤΟΙΣ 100: [888, 1332, 1040, 1345]
- book-price: 2.03: [1526, 672, 1550, 685]
- book-price: 2.50: [1526, 1000, 1550, 1013]
- book-list-item: [1090, 1113, 1550, 1125]
- book-list-item: [1090, 902, 1550, 914]
- book-price: 3.20: [1526, 1112, 1550, 1125]
- book-price: 1.50: [1526, 710, 1550, 723]
- article-paragraph: Εἰς τὴν κηδείαν αὐτοῦ παρέστη σύμπας ὁ λαὸς τῶν Μεγάρων. Ἐπὶ τοῦ τάφου ὡμίλησε συγκινητικῶς ὁ κ. Ν. Σπυρόπουλος ἐξάρας τὰς ἀρετὰς τοῦ μεταστάντος.: [626, 677, 838, 742]
- book-price: 1.70: [1526, 938, 1550, 951]
- book-title: Μέθοδος τῆς Γαλλικῆς Γλώσσης Ἀντ. Σωρίγου: [1116, 1087, 1366, 1100]
- book-list-item: [1090, 822, 1550, 834]
- tigron-ad: [850, 1198, 1078, 1472]
- book-number: 2: [1105, 660, 1112, 673]
- book-price: 1.50: [1526, 1013, 1550, 1026]
- ent-ad-title-2: ΚΑΙ ΡΙΝΙΚΑΙ ΝΟΣΟΙ: [1126, 268, 1274, 284]
- army-union-banner: [1090, 1600, 1550, 1640]
- book-title: Πρακτικὴ Ἀριθμητικὴ Ι. Ἀναγνώστου καὶ Ζωγρ.: [1116, 809, 1370, 822]
- article-paragraph: Ἡ θέση δολοφονία γέροντος. Ἄγνωστοι κακοποιοὶ εἰσελθόντες τὴν νύκτα εἰς τὴν οἰκίαν τοῦ γέροντος Καρούζου, ἐφόνευσαν αὐτὸν καὶ ἐλήστευσαν τὰ χρήματα αὐτοῦ. Ὁ γέρων Καρούζος, 84 ἐτῶν περίπου, ἐζοῦσε μόνος εἰς τὴν οἰκίαν του. Ἡ ἀστυνομία ἐρευνᾷ.: [128, 1162, 350, 1253]
- book-price: 1.50: [1526, 796, 1550, 809]
- hernia-ad-address: Ὁδὸς Πειραιῶς ἀριθ. 5 Ἀθῆναι: [1332, 1376, 1504, 1390]
- article-paragraph: ΜΕΘΩΝΗ, 3 Ὀκτωβρίου. (Ἐκτάκτου ἀνταποκριτοῦ μας). — Ἀφίκετο ἐνταῦθα ὁ ἔγκριτος ἰατρὸς κ. Ν. Κ. Ζαχαρόπουλος, ὅστις ἐξήτασε πολλοὺς ἀσθενεῖς δωρεάν. Οἱ κάτοικοι τῆς Μεθώνης διὰ τῆς στήλης ταύτης ἐκφράζουν τὰς εὐχαριστίας των πρὸς τὸν φιλάνθρωπον ἰατρόν.: [850, 596, 1078, 700]
- book-price: 1.60: [1526, 759, 1550, 772]
- divider: [850, 725, 1078, 726]
- book-number: 6: [1105, 710, 1112, 723]
- tigron-ad-body: Θεραπεύει ριζικῶς καὶ ἀσφαλῶς τὴν ὀξεῖαν καὶ χρονίαν βλεννόρροιαν ἀνδρῶν καὶ γυναικῶν, καὶ τὴν ἐκ Λευκόρροιαν εἰς 8 ἡμέρας.: [860, 1276, 1068, 1328]
- book-title: Νεοελληνικὰ Ἀναγνώσματα διὰ τὴν α' τάξιν: [1116, 901, 1355, 914]
- divider: [850, 555, 1078, 556]
- planks-ad: [1090, 136, 1310, 238]
- book-list-item: [1090, 1075, 1550, 1087]
- divider: [626, 388, 838, 389]
- book-list-item: [1090, 951, 1550, 963]
- book-list-item: [1090, 648, 1550, 660]
- article-paragraph: Ὁ μεταστὰς νεώτατος ἀποσπασθεὶς τῆς σπουδῆς αὐτοῦ διωρίσθη εἰρηνοδίκης ἔνθα ἐπὶ δέκα ἔτη ὑπηρέτησε μετὰ ζήλου. Μετὰ ταῦτα ἐπανελθὼν εἰς τὴν γενέτειραν αὐτοῦ ἐπεδόθη εἰς τὸ δικηγορικὸν ἐπάγγελμα καὶ ἀπέκτησε μεγάλην πελατείαν.: [626, 569, 838, 673]
- book-list-item: [1090, 865, 1550, 877]
- article-paragraph: ΜΕΓΑΡΑ, 6 Ὀκτωβρίου. (Τοῦ ἀνταποκριτοῦ μας). — Τὴν παρελθοῦσαν ἑβδομάδα ἀπεβίωσε καὶ ἐκηδεύθη ὁ ἀγαπητὸς ἡμῖν ἐγκρίτος δικηγόρος καὶ ἐπίσημος τοῦ δήμου Μεγαρέων Δημήτριος Κ. Πάγκαλος, ἐπιλεκτὸν μέλος τῆς κοινωνίας Μεγάρων.: [626, 461, 838, 565]
- hernia-ad-row: [1090, 1262, 1550, 1586]
- louzis-ad-body: Διευθυντὴς Ἠλεκτροθεραπευτηρίου. Ἰατρικὰ συμβούλια ὑπὸ τοὺς ἐν Γαλλίᾳ καθηγητὰς καὶ εἰδικοὺς ἰατρούς. Δευτέρα, Τετάρτη, Παρασκευὴ 2 — 4: [858, 865, 1070, 930]
- bookstore-bound: ΚΑΛΛΙΤΕΧΝΙΚΩΣ ΔΕΔΕΜΕΝΑ: [1227, 605, 1413, 618]
- book-list-item: [1090, 939, 1550, 951]
- book-number: 7: [1105, 722, 1112, 735]
- book-list-item: [1090, 722, 1550, 734]
- bookstore-address: 30—ὁδὸς Σταδίου—30: [1251, 564, 1389, 577]
- article-paragraph: Ἐκ τῆς πρώτης προσοχῆς ἐκρίθη ὅτι ὁ θάνατος ἐπῆλθεν ἐξ ἀσφυξίας. Τὸ πτῶμα ἀνευρέθη τὴν πρωΐαν εἰς τὴν παραλίαν τοῦ Ἀδάμαντος καὶ μετεφέρθη εἰς τὸν ναὸν τοῦ Ἁγίου Νικολάου. Πᾶσα ἡ νῆσος ἐπένθησε.: [128, 675, 350, 753]
- column-5: [1090, 136, 1550, 2116]
- book-price: 1.45: [1526, 685, 1550, 698]
